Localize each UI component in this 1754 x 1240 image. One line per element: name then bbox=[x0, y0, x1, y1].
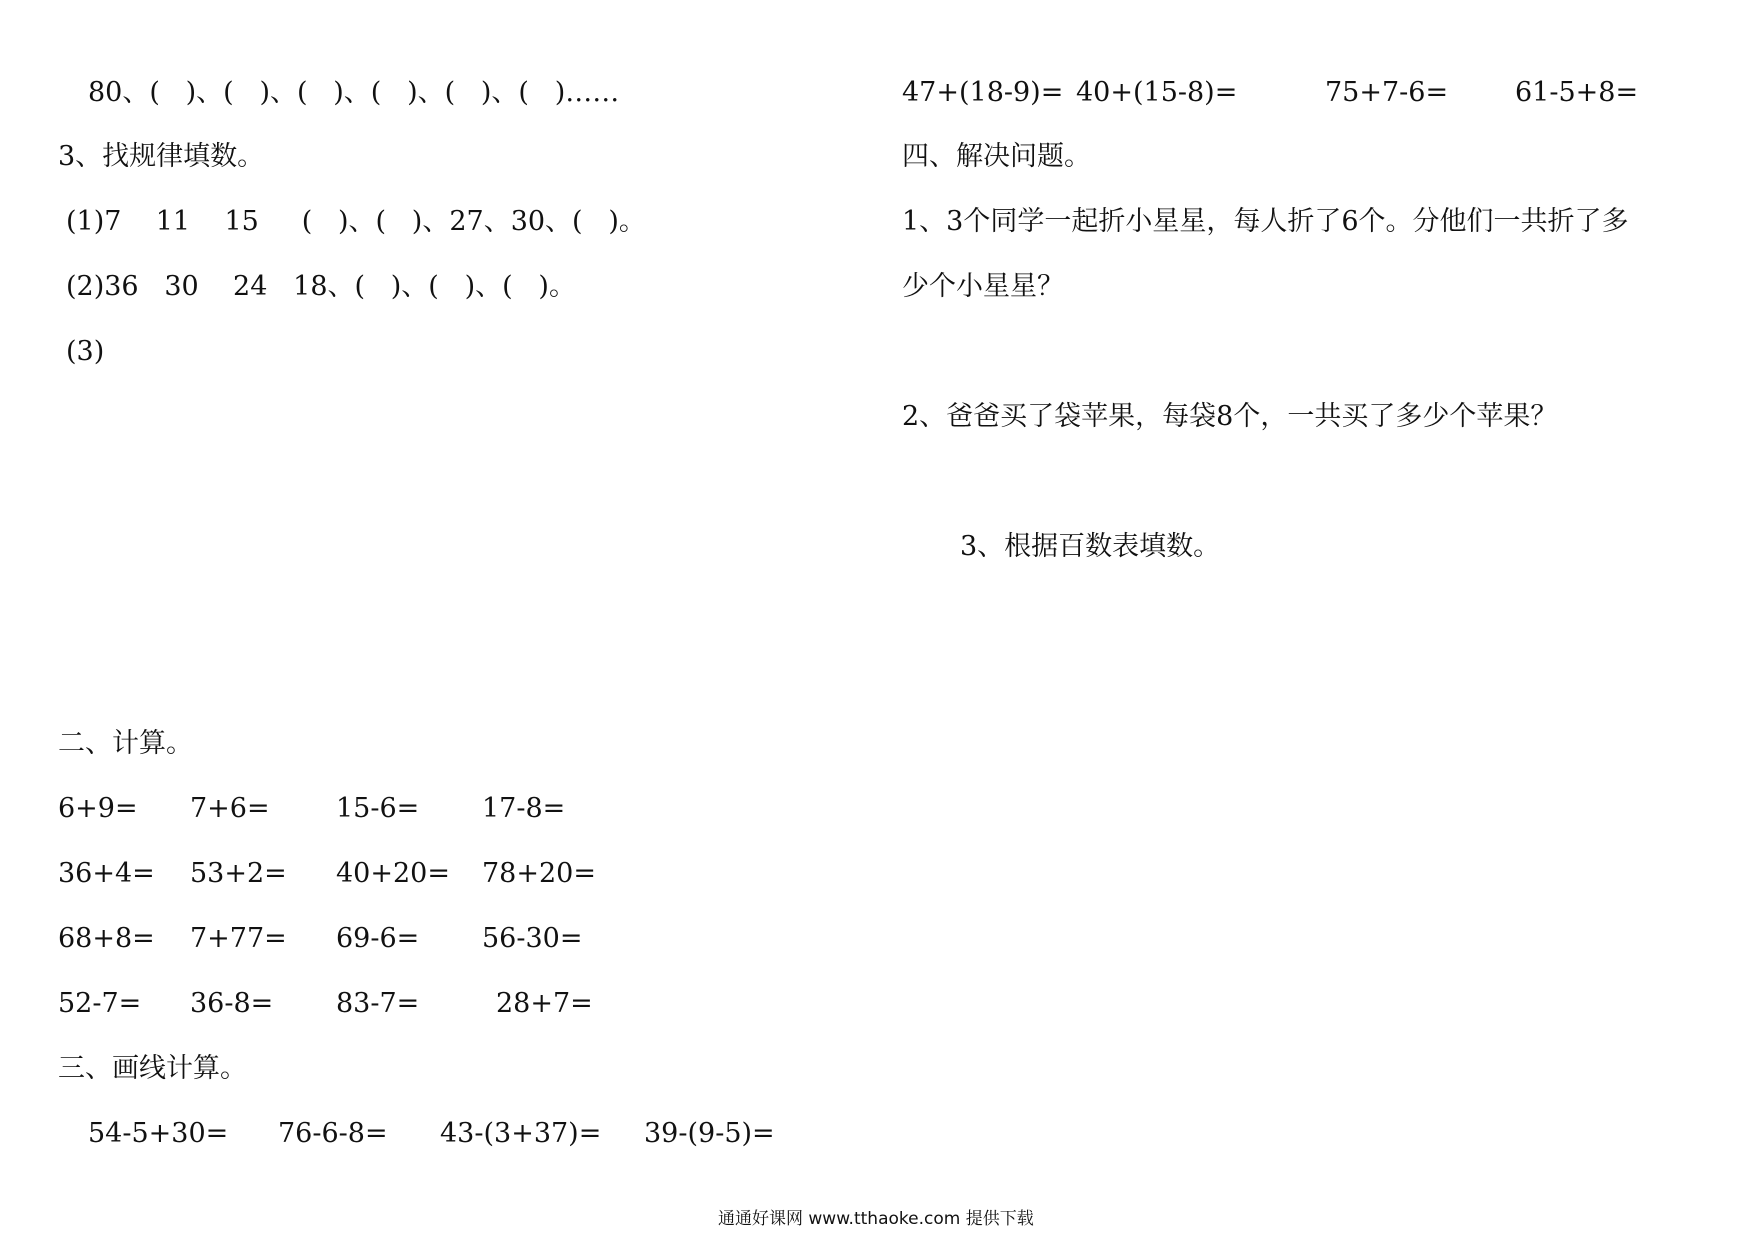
calc-item: 7+77= bbox=[190, 923, 287, 954]
calc-item: 52-7= bbox=[58, 988, 142, 1019]
pattern-item-2: (2)36 30 24 18、( )、( )、( )。 bbox=[66, 271, 576, 302]
line-calc-item: 54-5+30= bbox=[88, 1118, 229, 1149]
calc-item: 68+8= bbox=[58, 923, 155, 954]
calc-item: 15-6= bbox=[336, 793, 420, 824]
right-top-item: 75+7-6= bbox=[1325, 77, 1449, 108]
section-3-title: 3、找规律填数。 bbox=[58, 141, 265, 172]
calc-item: 28+7= bbox=[496, 988, 593, 1019]
right-top-item: 61-5+8= bbox=[1515, 77, 1639, 108]
footer-credit: 通通好课网 www.tthaoke.com 提供下载 bbox=[718, 1209, 1034, 1229]
problem-1-line-2: 少个小星星？ bbox=[902, 271, 1064, 302]
calc-item: 17-8= bbox=[482, 793, 566, 824]
calc-item: 6+9= bbox=[58, 793, 138, 824]
problem-3: 3、根据百数表填数。 bbox=[960, 531, 1221, 562]
line-calc-item: 39-(9-5)= bbox=[644, 1118, 775, 1149]
problem-1-line-1: 1、3个同学一起折小星星，每人折了6个。分他们一共折了多 bbox=[902, 206, 1629, 237]
calc-section-title: 二、计算。 bbox=[58, 728, 193, 759]
calc-item: 53+2= bbox=[190, 858, 287, 889]
right-top-item: 47+(18-9)= bbox=[902, 77, 1064, 108]
problem-2: 2、爸爸买了袋苹果，每袋8个，一共买了多少个苹果？ bbox=[902, 401, 1558, 432]
calc-item: 78+20= bbox=[482, 858, 596, 889]
calc-item: 69-6= bbox=[336, 923, 420, 954]
line-calc-section-title: 三、画线计算。 bbox=[58, 1053, 247, 1084]
pattern-item-3: (3) bbox=[66, 336, 105, 367]
problems-section-title: 四、解决问题。 bbox=[902, 141, 1091, 172]
calc-item: 36+4= bbox=[58, 858, 155, 889]
calc-item: 56-30= bbox=[482, 923, 583, 954]
calc-item: 36-8= bbox=[190, 988, 274, 1019]
number-sequence-line: 80、( )、( )、( )、( )、( )、( )…… bbox=[88, 77, 620, 108]
calc-item: 83-7= bbox=[336, 988, 420, 1019]
line-calc-item: 76-6-8= bbox=[278, 1118, 388, 1149]
line-calc-item: 43-(3+37)= bbox=[440, 1118, 602, 1149]
pattern-item-1: (1)7 11 15 ( )、( )、27、30、( )。 bbox=[66, 206, 646, 237]
right-top-item: 40+(15-8)= bbox=[1076, 77, 1238, 108]
calc-item: 7+6= bbox=[190, 793, 270, 824]
calc-item: 40+20= bbox=[336, 858, 450, 889]
